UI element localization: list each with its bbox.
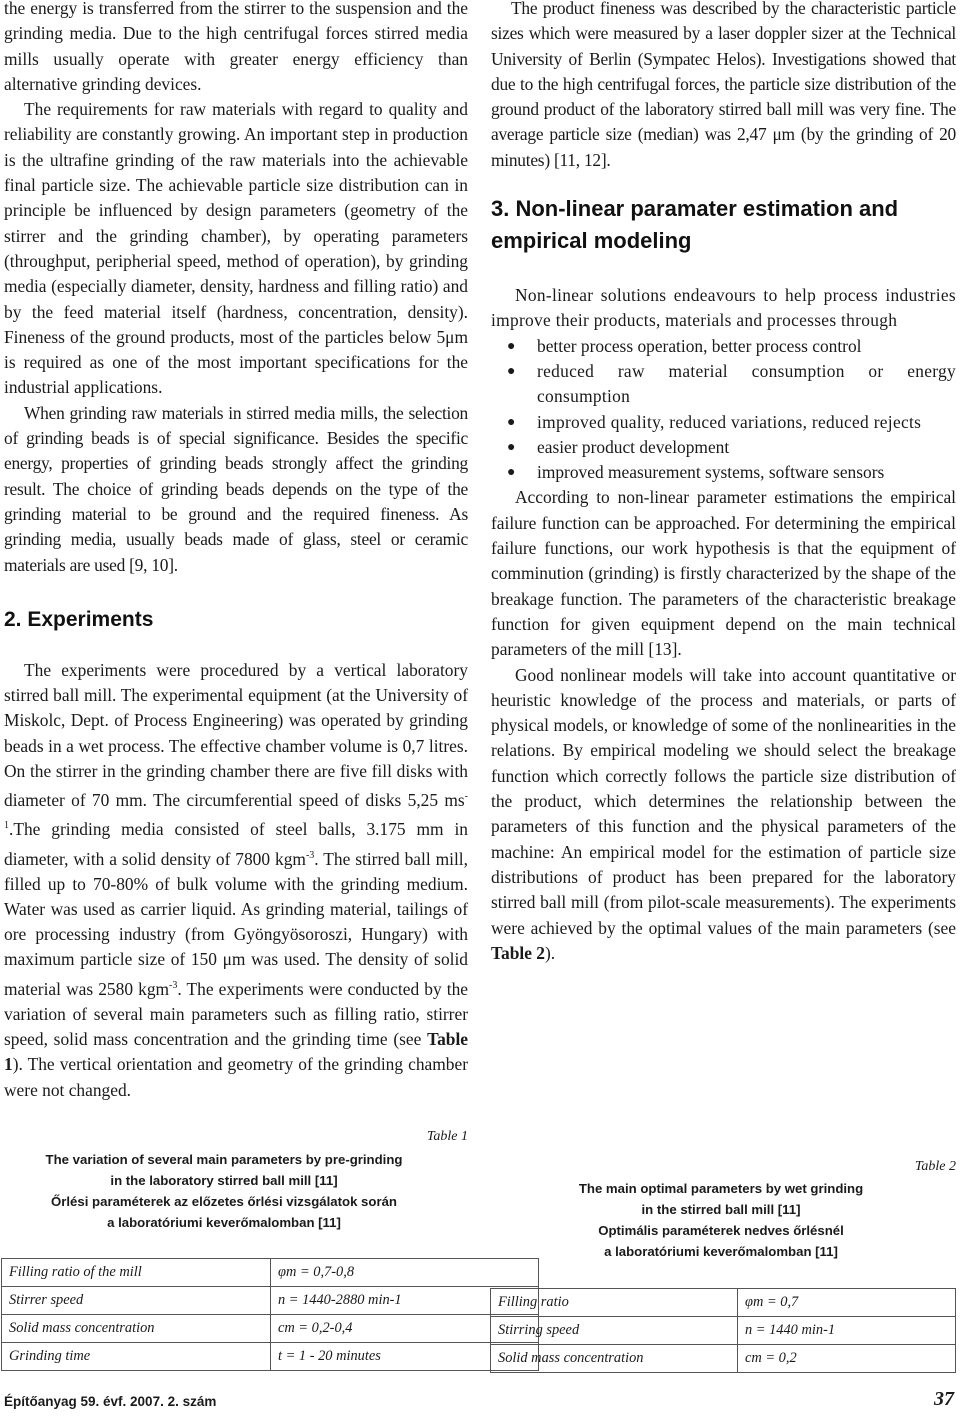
table-row [2,1343,539,1371]
list-item: ● better process operation, better process control [491,334,956,359]
section-heading-nonlinear: 3. Non-linear paramater estimation and empirical modeling [491,196,899,254]
benefit-list [491,334,956,486]
bullet-icon: ● [507,414,516,430]
section-heading-experiments: 2. Experiments [4,607,154,631]
table1-caption: The variation of several main parameters by pre-grinding in the laboratory stirred ball mill [11] Őrlési paraméterek az előzetes őrlési vizsgálatok során a laboratóriumi keverőmalomban [11] [45,1152,403,1230]
table1-value: t = 1 - 20 minutes [271,1343,539,1371]
table1-label: Table 1 [426,1129,468,1144]
list-item: ● reduced raw material consumption or energy consumption [507,360,956,407]
table1-block [4,1128,468,1233]
bullet-icon: ● [507,465,516,481]
table1-param: Filling ratio of the mill [2,1259,271,1287]
bullet-icon: ● [507,338,516,354]
list-item: ● improved measurement systems, software sensors [491,460,956,485]
table2 [490,1288,956,1373]
table2-block [491,1158,956,1262]
paragraph-grinding-beads: When grinding raw materials in stirred media mills, the selection of grinding beads is of special significance. Besides the specific energy, properties of grinding beads strongly affect the grinding result. The choice of grinding beads depends on the type of the grinding material to be ground and the required fineness. As grinding media, usually beads made of glass, steel or ceramic materials are used [9, 10]. [4,402,468,575]
table-row [491,1317,956,1345]
table2-caption: The main optimal parameters by wet grinding in the stirred ball mill [11] Optimális paraméterek nedves őrlésnél a laboratóriumi keverőmalomban [11] [578,1181,864,1259]
bullet-icon: ● [507,363,516,379]
right-column [491,0,956,966]
table-row [2,1315,539,1343]
page-number: 37 [934,1388,954,1410]
table1 [1,1258,539,1371]
table2-param: Stirring speed [491,1317,738,1345]
table1-value: n = 1440-2880 min-1 [271,1287,539,1315]
table1-param: Solid mass concentration [2,1315,271,1343]
list-item: ● improved quality, reduced variations, reduced rejects [491,410,956,435]
table1-param: Stirrer speed [2,1287,271,1315]
table-row [2,1259,539,1287]
list-item: ● easier product development [491,435,956,460]
paragraph-raw-material-requirements: The requirements for raw materials with regard to quality and reliability are constantly growing. An important step in production is the ultrafine grinding of the raw materials into the achievable final particle size. The achievable particle size distribution can in principle be influenced by design parameters (geometry of the stirrer and the grinding chamber), by operating parameters (throughput, peripherial speed, method of operation), by grinding media (especially diameter, density, hardness and filling ratio) and by the feed material itself (hardness, concentration, density). Fineness of the ground products, most of the particles below 5μm is required as one of the most important specifications for the industrial applications. [4,99,468,398]
table2-value: φm = 0,7 [738,1289,956,1317]
journal-footer: Építőanyag 59. évf. 2007. 2. szám [4,1394,217,1409]
left-column [4,0,468,1103]
paragraph-nonlinear-intro: Non-linear solutions endeavours to help process industries improve their products, materials and processes through [491,285,956,331]
table2-label: Table 2 [914,1159,956,1174]
table-row [491,1289,956,1317]
paragraph-failure-function: According to non-linear parameter estimations the empirical failure function can be approached. For determining the empirical failure functions, our work hypothesis is that the equipment of comminution (grinding) is firstly characterized by the shape of the breakage function. The parameters of the characteristic breakage function for given equipment depend on the main technical parameters of the mill [13]. [491,487,956,660]
table1-value: φm = 0,7-0,8 [271,1259,539,1287]
table2-param: Filling ratio [491,1289,738,1317]
table2-reference[interactable]: Table 2 [491,942,545,963]
paragraph-product-fineness: The product fineness was described by the characteristic particle sizes which were measured by a laser doppler sizer at the Technical University of Berlin (Sympatec Helos). Investigations showed that due to the high centrifugal forces, the particle size distribution of the ground product of the laboratory stirred ball mill was very fine. The average particle size (median) was 2,47 μm (by the grinding of 20 minutes) [11, 12]. [491,0,956,170]
paragraph-energy-transfer: the energy is transferred from the stirrer to the suspension and the grinding media. Due to the high centrifugal forces stirred media mills usually operate with greater energy efficiency than alternative grinding devices. [4,0,468,94]
bullet-icon: ● [507,439,516,455]
table1-reference[interactable]: Table 1 [4,1029,468,1075]
paragraph-nonlinear-models: Good nonlinear models will take into account quantitative or heuristic knowledge of the process and materials, or parts of physical models, or knowledge of some of the nonlinearities in the relations. By empirical modeling we should select the breakage function which correctly follows the particle size distribution of the product, which determines the relationship between the parameters of this function and the physical parameters of the machine: An empirical model for the estimation of particle size distributions of product has been prepared for the laboratory stirred ball mill (from pilot-scale measurements). The experiments were achieved by the optimal values of the main parameters (see Table 2). [491,664,956,963]
table1-param: Grinding time [2,1343,271,1371]
table1-value: cm = 0,2-0,4 [271,1315,539,1343]
table-row [2,1287,539,1315]
table2-value: cm = 0,2 [738,1345,956,1373]
table-row [491,1345,956,1373]
table2-value: n = 1440 min-1 [738,1317,956,1345]
paragraph-experiments: The experiments were procedured by a vertical laboratory stirred ball mill. The experimental equipment (at the University of Miskolc, Dept. of Process Engineering) was operated by grinding beads in a wet process. The effective chamber volume is 0,7 litres. On the stirrer in the grinding chamber there are five fill disks with diameter of 70 mm. The circumferential speed of disks 5,25 $ms^{-1}.The$ grinding media consisted of steel balls, 3.175 mm in diameter, with a solid density of 7800 kgm$^{-3}$. The stirred ball mill, filled up to 70-80% of bulk volume with the grinding medium. Water was used as carrier liquid. As grinding material, tailings of ore processing industry (from Gyöngyösoroszi, Hungary) with maximum particle size of 150 μm was used. The density of solid material was 2580 kgm$^{-3}$. The experiments were conducted by the variation of several main parameters such as filling ratio, stirrer speed, solid mass concentration and the grinding time (see Table 1). The vertical orientation and geometry of the grinding chamber were not changed. [4,659,468,1100]
table2-param: Solid mass concentration [491,1345,738,1373]
